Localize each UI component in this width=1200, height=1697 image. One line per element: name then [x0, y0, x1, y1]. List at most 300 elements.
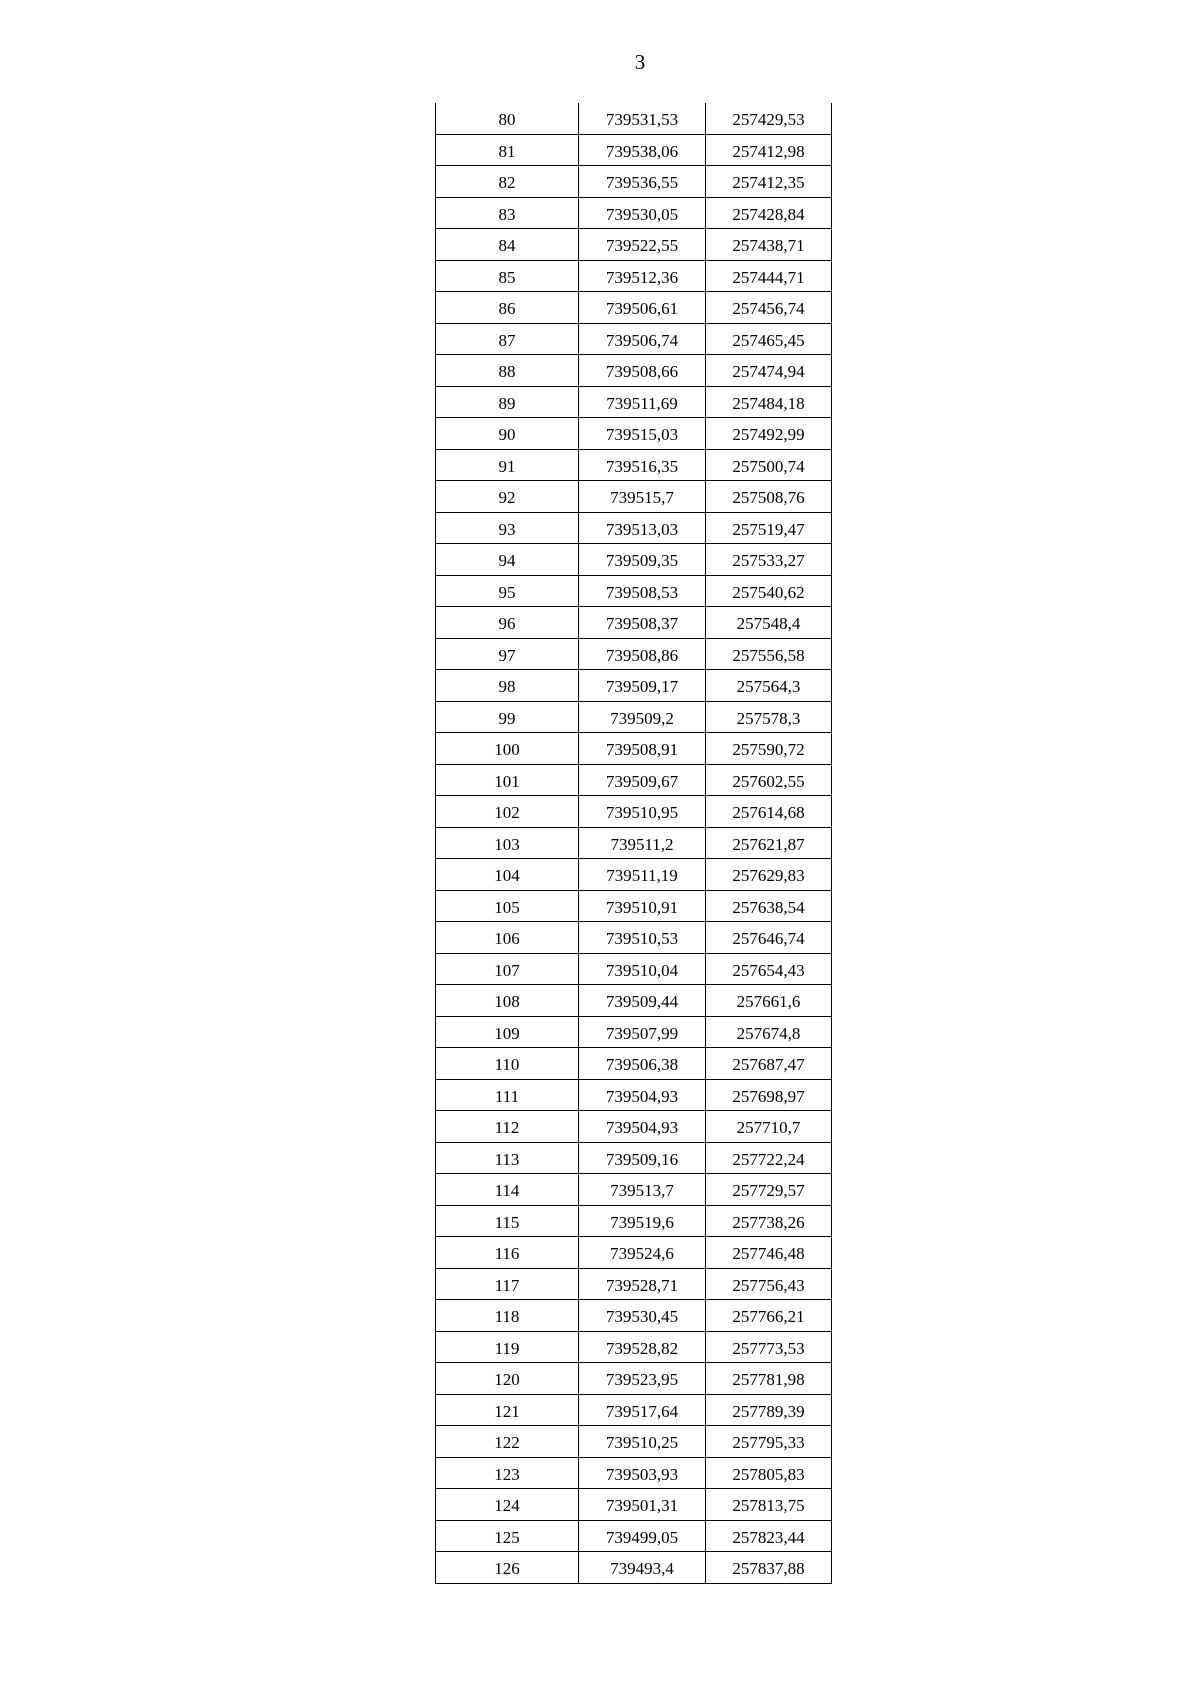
y-coordinate-cell-text: 257661,6 [736, 992, 801, 1012]
table-row [436, 1552, 832, 1584]
y-coordinate-cell [706, 292, 832, 324]
x-coordinate-cell-text: 739504,93 [605, 1086, 679, 1106]
y-coordinate-cell-text: 257548,4 [736, 614, 801, 634]
x-coordinate-cell-text: 739528,71 [605, 1275, 679, 1295]
y-coordinate-cell [706, 544, 832, 576]
table-row [436, 449, 832, 481]
x-coordinate-cell [579, 1552, 706, 1584]
x-coordinate-cell-text: 739512,36 [605, 267, 679, 287]
y-coordinate-cell-text: 257773,53 [732, 1338, 805, 1358]
x-coordinate-cell-text: 739513,03 [605, 519, 679, 539]
table-row [436, 859, 832, 891]
point-number-cell-text: 113 [494, 1149, 520, 1169]
x-coordinate-cell-text: 739508,66 [605, 362, 679, 382]
point-number-cell [436, 166, 579, 198]
point-number-cell [436, 449, 579, 481]
table-row [436, 418, 832, 450]
x-coordinate-cell-text: 739501,31 [605, 1496, 679, 1516]
y-coordinate-cell-text: 257646,74 [732, 929, 805, 949]
table-row [436, 1142, 832, 1174]
table-row [436, 890, 832, 922]
y-coordinate-cell-text: 257729,57 [732, 1181, 805, 1201]
x-coordinate-cell [579, 166, 706, 198]
point-number-cell [436, 985, 579, 1017]
point-number-cell-text: 97 [498, 645, 516, 665]
x-coordinate-cell [579, 323, 706, 355]
y-coordinate-cell-text: 257766,21 [732, 1307, 805, 1327]
x-coordinate-cell [579, 1142, 706, 1174]
x-coordinate-cell [579, 890, 706, 922]
x-coordinate-cell [579, 764, 706, 796]
table-row [436, 103, 832, 134]
x-coordinate-cell [579, 985, 706, 1017]
x-coordinate-cell [579, 1048, 706, 1080]
y-coordinate-cell-text: 257428,84 [732, 204, 805, 224]
point-number-cell [436, 1205, 579, 1237]
x-coordinate-cell [579, 638, 706, 670]
point-number-cell-text: 105 [494, 897, 520, 917]
y-coordinate-cell [706, 166, 832, 198]
x-coordinate-cell [579, 670, 706, 702]
y-coordinate-cell [706, 985, 832, 1017]
y-coordinate-cell-text: 257722,24 [732, 1149, 805, 1169]
y-coordinate-cell [706, 1237, 832, 1269]
x-coordinate-cell [579, 481, 706, 513]
y-coordinate-cell-text: 257805,83 [732, 1464, 805, 1484]
table-row [436, 1363, 832, 1395]
x-coordinate-cell-text: 739506,38 [605, 1055, 679, 1075]
table-row [436, 544, 832, 576]
y-coordinate-cell-text: 257412,35 [732, 173, 805, 193]
page-number: 3 [634, 50, 646, 74]
point-number-cell-text: 109 [494, 1023, 520, 1043]
y-coordinate-cell-text: 257789,39 [732, 1401, 805, 1421]
y-coordinate-cell-text: 257556,58 [732, 645, 805, 665]
x-coordinate-cell [579, 355, 706, 387]
x-coordinate-cell-text: 739506,74 [605, 330, 679, 350]
point-number-cell-text: 126 [494, 1559, 520, 1579]
point-number-cell-text: 102 [494, 803, 520, 823]
x-coordinate-cell [579, 1520, 706, 1552]
y-coordinate-cell [706, 1048, 832, 1080]
point-number-cell [436, 733, 579, 765]
point-number-cell [436, 859, 579, 891]
point-number-cell-text: 115 [494, 1212, 520, 1232]
table-row [436, 134, 832, 166]
x-coordinate-cell [579, 1331, 706, 1363]
x-coordinate-cell-text: 739531,53 [605, 110, 679, 130]
table-row [436, 985, 832, 1017]
y-coordinate-cell [706, 890, 832, 922]
point-number-cell [436, 638, 579, 670]
x-coordinate-cell-text: 739517,64 [605, 1401, 679, 1421]
point-number-cell [436, 607, 579, 639]
x-coordinate-cell [579, 260, 706, 292]
y-coordinate-cell-text: 257590,72 [732, 740, 805, 760]
x-coordinate-cell [579, 1237, 706, 1269]
point-number-cell [436, 1111, 579, 1143]
y-coordinate-cell-text: 257533,27 [732, 551, 805, 571]
point-number-cell-text: 103 [494, 834, 520, 854]
y-coordinate-cell [706, 607, 832, 639]
point-number-cell-text: 123 [494, 1464, 520, 1484]
x-coordinate-cell [579, 575, 706, 607]
table-row [436, 1520, 832, 1552]
y-coordinate-cell [706, 1016, 832, 1048]
point-number-cell [436, 544, 579, 576]
x-coordinate-cell-text: 739530,45 [605, 1307, 679, 1327]
coordinates-table-body [436, 103, 832, 1583]
y-coordinate-cell-text: 257746,48 [732, 1244, 805, 1264]
y-coordinate-cell-text: 257756,43 [732, 1275, 805, 1295]
y-coordinate-cell [706, 386, 832, 418]
x-coordinate-cell-text: 739509,17 [605, 677, 679, 697]
point-number-cell-text: 92 [498, 488, 516, 508]
point-number-cell-text: 98 [498, 677, 516, 697]
x-coordinate-cell [579, 922, 706, 954]
point-number-cell [436, 1142, 579, 1174]
y-coordinate-cell [706, 1111, 832, 1143]
table-row [436, 1016, 832, 1048]
y-coordinate-cell-text: 257519,47 [732, 519, 805, 539]
x-coordinate-cell [579, 827, 706, 859]
y-coordinate-cell-text: 257813,75 [732, 1496, 805, 1516]
x-coordinate-cell-text: 739528,82 [605, 1338, 679, 1358]
x-coordinate-cell-text: 739508,53 [605, 582, 679, 602]
x-coordinate-cell-text: 739510,04 [605, 960, 679, 980]
table-row [436, 386, 832, 418]
table-row [436, 1426, 832, 1458]
table-row [436, 1489, 832, 1521]
y-coordinate-cell [706, 418, 832, 450]
y-coordinate-cell-text: 257629,83 [732, 866, 805, 886]
point-number-cell-text: 81 [498, 141, 516, 161]
y-coordinate-cell [706, 922, 832, 954]
y-coordinate-cell [706, 481, 832, 513]
table-row [436, 229, 832, 261]
y-coordinate-cell-text: 257564,3 [736, 677, 801, 697]
point-number-cell-text: 121 [494, 1401, 520, 1421]
x-coordinate-cell [579, 796, 706, 828]
point-number-cell-text: 80 [498, 110, 516, 130]
point-number-cell [436, 512, 579, 544]
y-coordinate-cell-text: 257412,98 [732, 141, 805, 161]
x-coordinate-cell [579, 859, 706, 891]
point-number-cell-text: 112 [494, 1118, 520, 1138]
point-number-cell [436, 1489, 579, 1521]
y-coordinate-cell [706, 575, 832, 607]
table-row [436, 1331, 832, 1363]
y-coordinate-cell [706, 449, 832, 481]
y-coordinate-cell-text: 257474,94 [732, 362, 805, 382]
x-coordinate-cell [579, 449, 706, 481]
y-coordinate-cell [706, 1426, 832, 1458]
x-coordinate-cell-text: 739511,2 [610, 834, 674, 854]
y-coordinate-cell [706, 1300, 832, 1332]
table-row [436, 1174, 832, 1206]
table-row [436, 1079, 832, 1111]
y-coordinate-cell-text: 257540,62 [732, 582, 805, 602]
point-number-cell-text: 120 [494, 1370, 520, 1390]
table-row [436, 701, 832, 733]
y-coordinate-cell [706, 1331, 832, 1363]
table-row [436, 670, 832, 702]
table-row [436, 733, 832, 765]
point-number-cell-text: 85 [498, 267, 516, 287]
x-coordinate-cell-text: 739523,95 [605, 1370, 679, 1390]
y-coordinate-cell-text: 257492,99 [732, 425, 805, 445]
x-coordinate-cell-text: 739493,4 [610, 1559, 674, 1579]
y-coordinate-cell [706, 512, 832, 544]
x-coordinate-cell-text: 739510,53 [605, 929, 679, 949]
x-coordinate-cell-text: 739510,91 [605, 897, 679, 917]
y-coordinate-cell-text: 257508,76 [732, 488, 805, 508]
point-number-cell-text: 84 [498, 236, 516, 256]
y-coordinate-cell-text: 257781,98 [732, 1370, 805, 1390]
x-coordinate-cell-text: 739507,99 [605, 1023, 679, 1043]
point-number-cell-text: 100 [494, 740, 520, 760]
x-coordinate-cell-text: 739511,19 [606, 866, 678, 886]
point-number-cell [436, 260, 579, 292]
x-coordinate-cell-text: 739511,69 [606, 393, 678, 413]
point-number-cell [436, 1016, 579, 1048]
point-number-cell [436, 418, 579, 450]
table-row [436, 1394, 832, 1426]
y-coordinate-cell [706, 103, 832, 134]
point-number-cell [436, 1457, 579, 1489]
y-coordinate-cell-text: 257698,97 [732, 1086, 805, 1106]
x-coordinate-cell [579, 418, 706, 450]
y-coordinate-cell-text: 257837,88 [732, 1559, 805, 1579]
x-coordinate-cell-text: 739508,37 [605, 614, 679, 634]
y-coordinate-cell-text: 257654,43 [732, 960, 805, 980]
x-coordinate-cell [579, 1079, 706, 1111]
y-coordinate-cell-text: 257429,53 [732, 110, 805, 130]
x-coordinate-cell-text: 739508,91 [605, 740, 679, 760]
point-number-cell [436, 355, 579, 387]
x-coordinate-cell-text: 739509,44 [605, 992, 679, 1012]
x-coordinate-cell [579, 134, 706, 166]
y-coordinate-cell-text: 257602,55 [732, 771, 805, 791]
point-number-cell [436, 197, 579, 229]
table-row [436, 1237, 832, 1269]
point-number-cell [436, 134, 579, 166]
point-number-cell [436, 764, 579, 796]
point-number-cell-text: 107 [494, 960, 520, 980]
y-coordinate-cell-text: 257795,33 [732, 1433, 805, 1453]
table-row [436, 827, 832, 859]
x-coordinate-cell-text: 739510,25 [605, 1433, 679, 1453]
point-number-cell-text: 94 [498, 551, 516, 571]
x-coordinate-cell-text: 739530,05 [605, 204, 679, 224]
table-row [436, 323, 832, 355]
table-row [436, 1205, 832, 1237]
table-row [436, 953, 832, 985]
y-coordinate-cell [706, 1520, 832, 1552]
table-row [436, 197, 832, 229]
point-number-cell-text: 91 [498, 456, 516, 476]
table-row [436, 355, 832, 387]
point-number-cell [436, 292, 579, 324]
y-coordinate-cell [706, 1552, 832, 1584]
point-number-cell-text: 108 [494, 992, 520, 1012]
x-coordinate-cell [579, 1174, 706, 1206]
y-coordinate-cell-text: 257674,8 [736, 1023, 801, 1043]
y-coordinate-cell-text: 257444,71 [732, 267, 805, 287]
y-coordinate-cell [706, 1394, 832, 1426]
table-row [436, 575, 832, 607]
y-coordinate-cell [706, 197, 832, 229]
point-number-cell [436, 1426, 579, 1458]
point-number-cell [436, 1520, 579, 1552]
point-number-cell-text: 122 [494, 1433, 520, 1453]
y-coordinate-cell-text: 257500,74 [732, 456, 805, 476]
table-row [436, 607, 832, 639]
point-number-cell-text: 88 [498, 362, 516, 382]
table-row [436, 1457, 832, 1489]
table-row [436, 481, 832, 513]
point-number-cell [436, 1394, 579, 1426]
point-number-cell [436, 1237, 579, 1269]
table-row [436, 166, 832, 198]
point-number-cell-text: 117 [494, 1275, 520, 1295]
point-number-cell [436, 1174, 579, 1206]
point-number-cell [436, 922, 579, 954]
x-coordinate-cell [579, 1363, 706, 1395]
point-number-cell [436, 1048, 579, 1080]
point-number-cell-text: 124 [494, 1496, 520, 1516]
y-coordinate-cell-text: 257687,47 [732, 1055, 805, 1075]
x-coordinate-cell-text: 739509,2 [610, 708, 674, 728]
x-coordinate-cell-text: 739515,7 [610, 488, 674, 508]
y-coordinate-cell [706, 1142, 832, 1174]
x-coordinate-cell-text: 739506,61 [605, 299, 679, 319]
point-number-cell-text: 118 [494, 1307, 520, 1327]
y-coordinate-cell [706, 1268, 832, 1300]
x-coordinate-cell [579, 733, 706, 765]
table-row [436, 1111, 832, 1143]
x-coordinate-cell-text: 739509,67 [605, 771, 679, 791]
point-number-cell [436, 103, 579, 134]
y-coordinate-cell [706, 260, 832, 292]
x-coordinate-cell-text: 739510,95 [605, 803, 679, 823]
x-coordinate-cell [579, 1268, 706, 1300]
point-number-cell [436, 1331, 579, 1363]
x-coordinate-cell [579, 1300, 706, 1332]
x-coordinate-cell-text: 739524,6 [610, 1244, 674, 1264]
table-row [436, 1300, 832, 1332]
x-coordinate-cell-text: 739519,6 [610, 1212, 674, 1232]
point-number-cell-text: 87 [498, 330, 516, 350]
point-number-cell [436, 670, 579, 702]
point-number-cell-text: 93 [498, 519, 516, 539]
y-coordinate-cell [706, 229, 832, 261]
x-coordinate-cell [579, 512, 706, 544]
y-coordinate-cell-text: 257614,68 [732, 803, 805, 823]
point-number-cell-text: 116 [494, 1244, 520, 1264]
point-number-cell-text: 89 [498, 393, 516, 413]
y-coordinate-cell [706, 1079, 832, 1111]
point-number-cell [436, 953, 579, 985]
point-number-cell-text: 104 [494, 866, 520, 886]
table-row [436, 638, 832, 670]
table-row [436, 922, 832, 954]
point-number-cell-text: 110 [494, 1055, 520, 1075]
y-coordinate-cell-text: 257484,18 [732, 393, 805, 413]
y-coordinate-cell [706, 638, 832, 670]
point-number-cell-text: 99 [498, 708, 516, 728]
point-number-cell [436, 386, 579, 418]
table-row [436, 260, 832, 292]
y-coordinate-cell-text: 257638,54 [732, 897, 805, 917]
point-number-cell-text: 111 [494, 1086, 520, 1106]
point-number-cell-text: 101 [494, 771, 520, 791]
x-coordinate-cell-text: 739503,93 [605, 1464, 679, 1484]
point-number-cell [436, 575, 579, 607]
x-coordinate-cell-text: 739499,05 [605, 1527, 679, 1547]
x-coordinate-cell [579, 1457, 706, 1489]
point-number-cell-text: 82 [498, 173, 516, 193]
point-number-cell [436, 827, 579, 859]
x-coordinate-cell-text: 739522,55 [605, 236, 679, 256]
point-number-cell-text: 95 [498, 582, 516, 602]
x-coordinate-cell [579, 1205, 706, 1237]
coordinates-table [435, 103, 832, 1584]
x-coordinate-cell-text: 739516,35 [605, 456, 679, 476]
x-coordinate-cell-text: 739508,86 [605, 645, 679, 665]
x-coordinate-cell [579, 103, 706, 134]
y-coordinate-cell [706, 1363, 832, 1395]
y-coordinate-cell-text: 257465,45 [732, 330, 805, 350]
x-coordinate-cell-text: 739509,16 [605, 1149, 679, 1169]
point-number-cell-text: 114 [494, 1181, 520, 1201]
point-number-cell-text: 83 [498, 204, 516, 224]
x-coordinate-cell-text: 739504,93 [605, 1118, 679, 1138]
point-number-cell [436, 1363, 579, 1395]
x-coordinate-cell [579, 953, 706, 985]
y-coordinate-cell-text: 257438,71 [732, 236, 805, 256]
point-number-cell [436, 1300, 579, 1332]
x-coordinate-cell [579, 386, 706, 418]
x-coordinate-cell-text: 739513,7 [610, 1181, 674, 1201]
x-coordinate-cell [579, 1489, 706, 1521]
x-coordinate-cell [579, 197, 706, 229]
table-row [436, 1048, 832, 1080]
point-number-cell [436, 323, 579, 355]
point-number-cell-text: 106 [494, 929, 520, 949]
y-coordinate-cell-text: 257823,44 [732, 1527, 805, 1547]
table-row [436, 512, 832, 544]
point-number-cell [436, 1552, 579, 1584]
table-row [436, 292, 832, 324]
y-coordinate-cell-text: 257578,3 [736, 708, 801, 728]
x-coordinate-cell [579, 292, 706, 324]
y-coordinate-cell [706, 859, 832, 891]
y-coordinate-cell [706, 670, 832, 702]
x-coordinate-cell [579, 1394, 706, 1426]
x-coordinate-cell-text: 739538,06 [605, 141, 679, 161]
y-coordinate-cell [706, 701, 832, 733]
point-number-cell [436, 481, 579, 513]
y-coordinate-cell [706, 827, 832, 859]
x-coordinate-cell [579, 1111, 706, 1143]
x-coordinate-cell-text: 739515,03 [605, 425, 679, 445]
x-coordinate-cell-text: 739509,35 [605, 551, 679, 571]
point-number-cell [436, 1079, 579, 1111]
y-coordinate-cell-text: 257738,26 [732, 1212, 805, 1232]
table-row [436, 796, 832, 828]
y-coordinate-cell [706, 1457, 832, 1489]
